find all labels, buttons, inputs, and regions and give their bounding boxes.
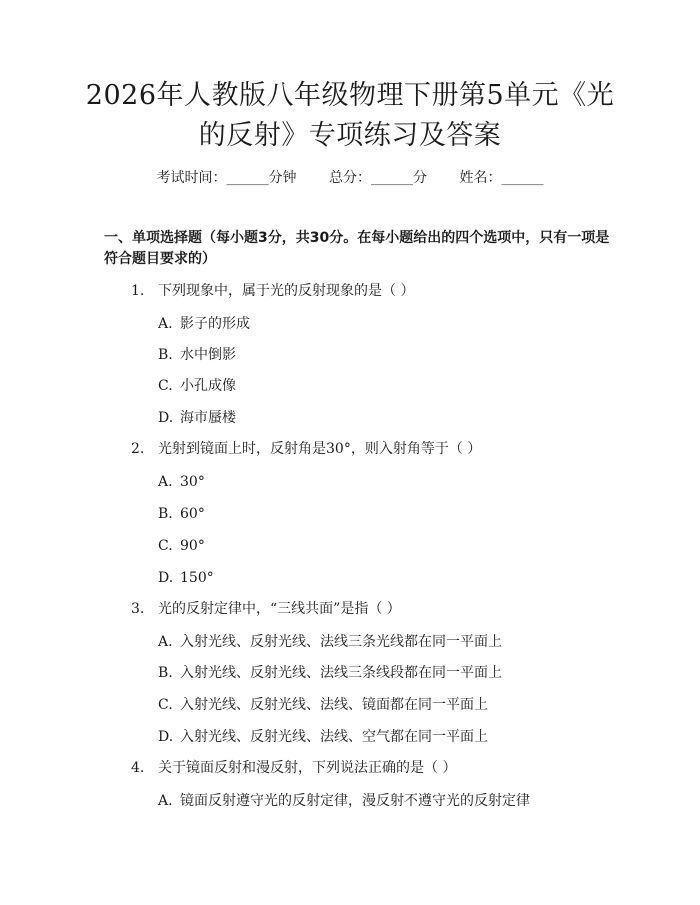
question-3 — [131, 599, 401, 619]
question-text: 下列现象中，属于光的反射现象的是（ ） — [158, 283, 415, 299]
option-letter: A. — [158, 316, 173, 332]
question-number: 3. — [131, 601, 145, 617]
question-4 — [131, 758, 456, 778]
option-text: 30° — [180, 474, 205, 490]
document-title — [70, 76, 630, 156]
option-text: 影子的形成 — [180, 316, 250, 332]
question-text: 光的反射定律中，“三线共面”是指（ ） — [158, 601, 401, 617]
option-letter: A. — [158, 793, 173, 809]
option-text: 150° — [180, 570, 214, 586]
option-text: 水中倒影 — [180, 347, 236, 363]
question-text: 光射到镜面上时，反射角是30°，则入射角等于（ ） — [158, 441, 482, 457]
question-1-option-a — [158, 314, 250, 334]
section-title: 一、单项选择题（每小题3分，共30分。在每小题给出的四个选项中，只有一项是符合题目要求的） — [104, 230, 610, 267]
question-4-option-a — [158, 791, 530, 811]
option-text: 海市蜃楼 — [180, 410, 236, 426]
question-3-option-c — [158, 695, 488, 715]
option-letter: C. — [158, 378, 173, 394]
question-number: 1. — [131, 283, 145, 299]
option-text: 入射光线、反射光线、法线三条光线都在同一平面上 — [180, 634, 502, 650]
option-letter: C. — [158, 538, 173, 554]
question-1-option-d — [158, 408, 236, 428]
option-letter: C. — [158, 697, 173, 713]
option-text: 镜面反射遵守光的反射定律，漫反射不遵守光的反射定律 — [180, 793, 530, 809]
question-2-option-a — [158, 472, 205, 492]
option-text: 入射光线、反射光线、法线、镜面都在同一平面上 — [180, 697, 488, 713]
question-3-option-d — [158, 727, 488, 747]
total-score: 总分：______分 — [329, 170, 427, 186]
question-2-option-d — [158, 568, 214, 588]
exam-info — [0, 168, 700, 188]
option-letter: B. — [158, 665, 173, 681]
option-letter: A. — [158, 634, 173, 650]
question-number: 4. — [131, 760, 145, 776]
option-letter: D. — [158, 729, 174, 745]
option-text: 60° — [180, 506, 205, 522]
title-line-2: 的反射》专项练习及答案 — [198, 120, 502, 151]
option-text: 小孔成像 — [180, 378, 236, 394]
question-2-option-b — [158, 504, 205, 524]
question-2-option-c — [158, 536, 205, 556]
question-text: 关于镜面反射和漫反射，下列说法正确的是（ ） — [158, 760, 457, 776]
question-3-option-a — [158, 632, 502, 652]
option-letter: D. — [158, 570, 174, 586]
option-letter: B. — [158, 347, 173, 363]
title-line-1: 2026年人教版八年级物理下册第5单元《光 — [85, 80, 615, 111]
option-text: 90° — [180, 538, 205, 554]
option-text: 入射光线、反射光线、法线、空气都在同一平面上 — [180, 729, 488, 745]
question-2 — [131, 439, 481, 459]
option-letter: B. — [158, 506, 173, 522]
student-name: 姓名：______ — [459, 170, 544, 186]
question-1-option-c — [158, 376, 236, 396]
option-letter: D. — [158, 410, 174, 426]
option-text: 入射光线、反射光线、法线三条线段都在同一平面上 — [180, 665, 502, 681]
question-3-option-b — [158, 663, 502, 683]
question-1 — [131, 281, 414, 301]
exam-time: 考试时间：______分钟 — [156, 170, 297, 186]
question-number: 2. — [131, 441, 145, 457]
option-letter: A. — [158, 474, 173, 490]
question-1-option-b — [158, 345, 236, 365]
